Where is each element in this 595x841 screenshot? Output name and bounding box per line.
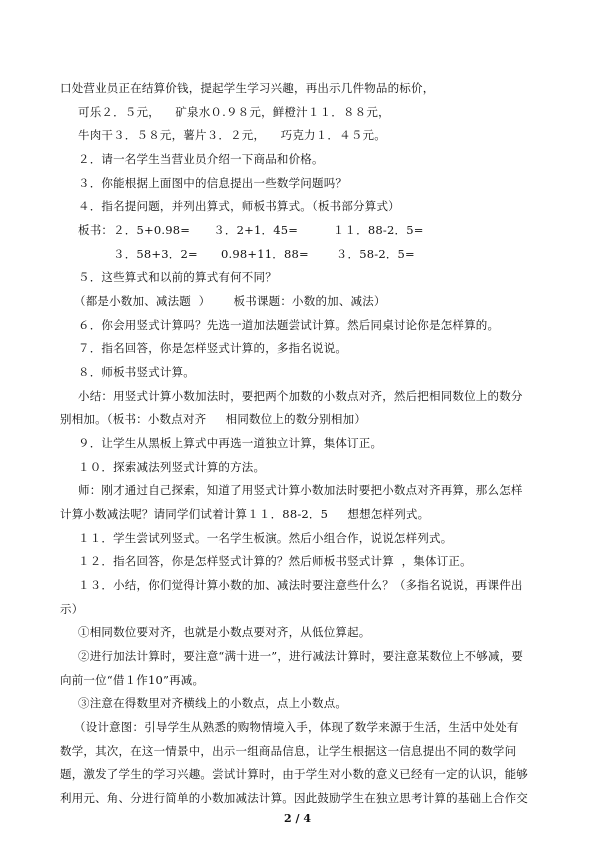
text-line-1: 口处营业员正在结算价钱，提起学生学习兴趣，再出示几件物品的标价， (60, 81, 435, 95)
text-line-31: 利用元、角、分进行简单的小数加减法计算。因此鼓励学生在独立思考计算的基础上合作交 (60, 791, 528, 805)
text-line-2: 可乐２．５元， 矿泉水０.９８元，鲜橙汁１１．８８元， (78, 104, 390, 119)
text-line-12: ７．指名回答，你是怎样竖式计算的，多指名说说。 (78, 341, 348, 356)
text-line-27: ③注意在得数里对齐横线上的小数点，点上小数点。 (78, 696, 348, 711)
text-line-26: 向前一位“借１作10”再减。 (60, 672, 205, 687)
text-line-22: １３．小结，你们觉得计算小数的加、减法时要注意些什么？（多指名说说，再课件出 (78, 578, 523, 592)
text-line-17: １０．探索减法列竖式计算的方法。 (78, 459, 266, 474)
text-line-29: 数学，其次，在这一情景中，出示一组商品信息，让学生根据这一信息提出不同的数学问 (60, 743, 517, 758)
text-line-14: 小结：用竖式计算小数加法时，要把两个加数的小数点对齐，然后把相同数位上的数分 (78, 388, 523, 403)
text-line-23: 示） (60, 601, 84, 616)
text-line-10: （都是小数加、减法题 ） 板书课题：小数的加、减法） (74, 294, 386, 308)
text-line-9: ５．这些算式和以前的算式有何不同？ (78, 270, 277, 285)
text-line-16: ９．让学生从黑板上算式中再选一道独立计算，集体订正。 (78, 436, 383, 450)
text-line-15: 别相加。（板书：小数点对齐 相同数位上的数分别相加） (60, 412, 367, 427)
text-line-5: ３．你能根据上面图中的信息提出一些数学问题吗？ (78, 175, 348, 190)
text-line-28: （设计意图：引导学生从熟悉的购物情境入手，体现了数学来源于生活，生活中处处有 (74, 720, 519, 734)
text-line-13: ８．师板书竖式计算。 (78, 365, 195, 379)
text-line-18: 师：刚才通过自己探索，知道了用竖式计算小数加法时要把小数点对齐再算，那么怎样 (78, 483, 523, 498)
page-number: 2 / 4 (284, 812, 311, 825)
text-line-19: 计算小数减法呢？请同学们试着计算１１．88-2．5 想想怎样列式。 (60, 507, 430, 521)
text-line-6: ４．指名提问题，并列出算式，师板书算式。（板书部分算式） (78, 199, 400, 214)
text-line-8: ３．58+3．2= 0.98+11．88= ３．58-2．5= (113, 246, 415, 261)
text-line-20: １１．学生尝试列竖式。一名学生板演。然后小组合作，说说怎样列式。 (78, 530, 453, 545)
text-line-21: １２．指名回答，你是怎样竖式计算的？然后师板书竖式计算 ，集体订正。 (78, 554, 472, 569)
text-line-30: 题，激发了学生的学习兴趣。尝试计算时，由于学生对小数的意义已经有一定的认识，能够 (60, 767, 528, 782)
text-line-11: ６．你会用竖式计算吗？先选一道加法题尝试计算。然后同桌讨论你是怎样算的。 (78, 317, 500, 332)
text-line-7: 板书：２．5+0.98= ３．2+1．45= １１．88-2．5= (78, 223, 424, 237)
text-line-3: 牛肉干３．５８元，薯片３．２元， 巧克力１．４５元。 (78, 128, 386, 143)
text-line-24: ①相同数位要对齐，也就是小数点要对齐，从低位算起。 (78, 625, 371, 640)
text-line-4: ２．请一名学生当营业员介绍一下商品和价格。 (78, 152, 324, 166)
text-line-25: ②进行加法计算时，要注意“满十进一”，进行减法计算时，要注意某数位上不够减，要 (78, 649, 524, 663)
